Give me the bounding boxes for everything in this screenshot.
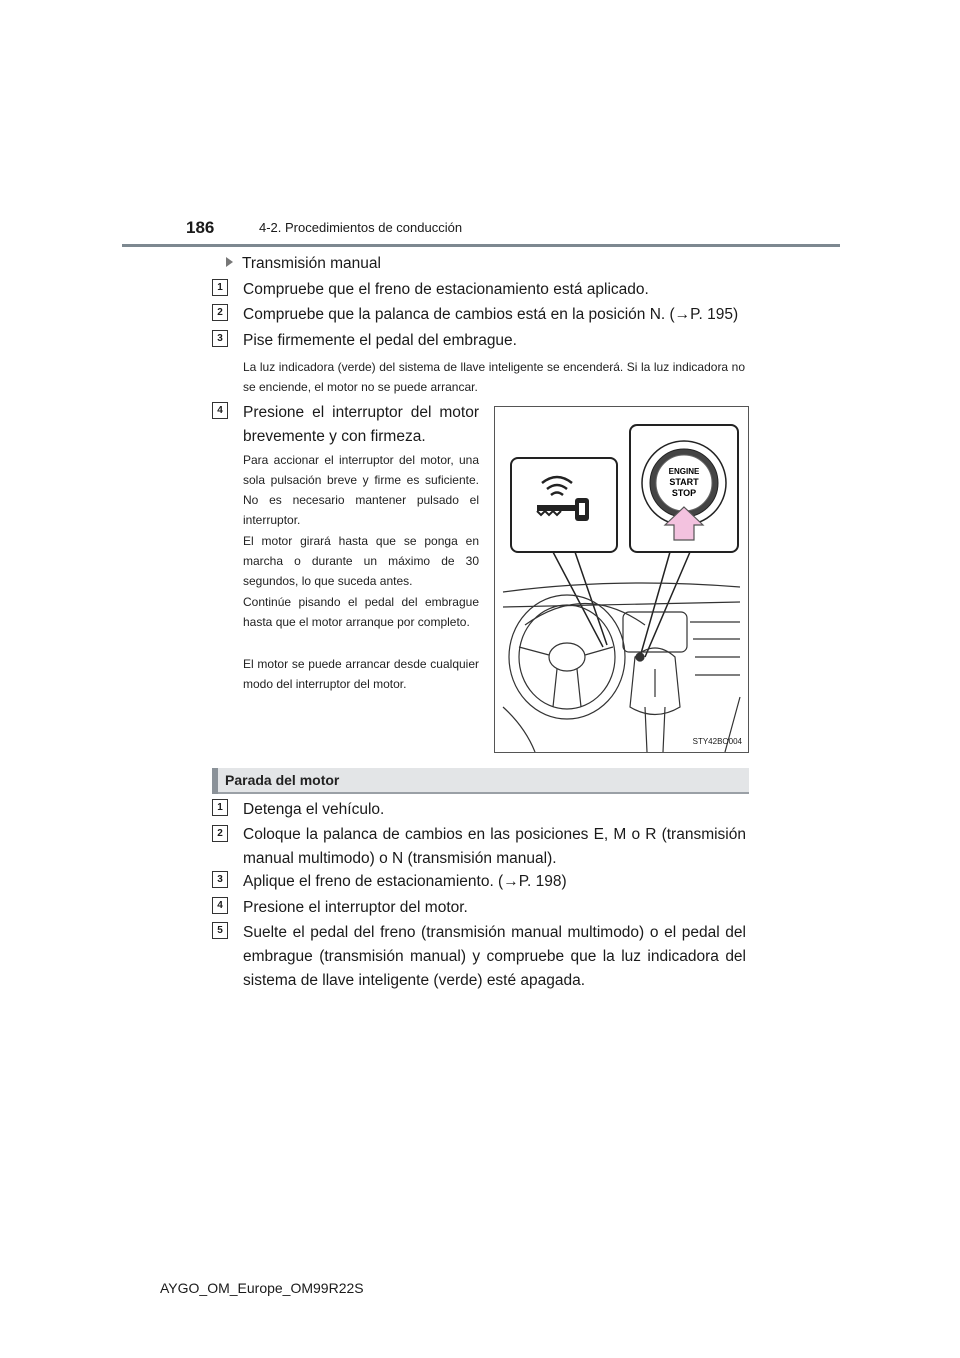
stop-step-1: Detenga el vehículo. — [243, 801, 385, 818]
step-number-box: 1 — [212, 279, 228, 296]
start-step-1: Compruebe que el freno de estacionamiento está aplicado. — [243, 281, 649, 298]
step-number-box: 1 — [212, 799, 228, 816]
step-3-note: La luz indicadora (verde) del sistema de llave inteligente se encenderá. Si la luz indicadora no se enciende, el motor no se puede arrancar. — [243, 360, 745, 394]
page-number: 186 — [186, 218, 215, 237]
button-text-start: START — [669, 477, 699, 487]
step-number-box: 3 — [212, 330, 228, 347]
step-number-box: 4 — [212, 402, 228, 419]
step-number-box: 4 — [212, 897, 228, 914]
header-rule — [122, 244, 840, 247]
document-code: AYGO_OM_Europe_OM99R22S — [160, 1280, 364, 1296]
subheading-text: Transmisión manual — [242, 255, 381, 272]
heading-accent — [212, 768, 218, 794]
button-text-stop: STOP — [671, 488, 697, 498]
start-step-2: Compruebe que la palanca de cambios está en la posición N. (→P. 195) — [243, 306, 739, 323]
step-4-note-1: Para accionar el interruptor del motor, una sola pulsación breve y firme es suficiente. No es necesario mantener pulsado el interruptor. — [243, 453, 479, 527]
dashboard-illustration — [495, 407, 748, 752]
step-number-box: 5 — [212, 922, 228, 939]
section-heading-stop — [212, 768, 749, 794]
stop-step-5: Suelte el pedal del freno (transmisión manual multimodo) o el pedal del embrague (transmisión manual) y compruebe que la luz indicadora del sistema de llave inteligente (verde) esté apagada. — [243, 924, 746, 989]
stop-step-2: Coloque la palanca de cambios en las posiciones E, M o R (transmisión manual multimodo) o N (transmisión manual). — [243, 826, 746, 867]
dashboard-drawing — [503, 583, 740, 752]
step-4-note-2: El motor girará hasta que se ponga en marcha o durante un máximo de 30 segundos, lo que suceda antes. — [243, 534, 479, 588]
triangle-bullet-icon — [226, 257, 233, 267]
start-step-4: Presione el interruptor del motor brevemente y con firmeza. — [243, 404, 479, 445]
section-heading-text: Parada del motor — [225, 772, 340, 788]
step-number-box: 2 — [212, 825, 228, 842]
step-number-box: 2 — [212, 304, 228, 321]
step-4-note-3: Continúe pisando el pedal del embrague hasta que el motor arranque por completo. — [243, 595, 479, 629]
indicator-pointer-lines — [553, 552, 607, 647]
start-step-3: Pise firmemente el pedal del embrague. — [243, 332, 517, 349]
stop-step-4: Presione el interruptor del motor. — [243, 899, 468, 916]
figure-code: STY42BO004 — [692, 737, 742, 746]
button-text-engine: ENGINE — [668, 467, 700, 476]
engine-switch-figure — [494, 406, 749, 753]
stop-step-3: Aplique el freno de estacionamiento. (→P. 198) — [243, 873, 567, 890]
step-number-box: 3 — [212, 871, 228, 888]
section-title: 4-2. Procedimientos de conducción — [259, 220, 463, 235]
subheading-manual — [226, 255, 381, 273]
step-4-note-4: El motor se puede arrancar desde cualquier modo del interruptor del motor. — [243, 657, 479, 691]
